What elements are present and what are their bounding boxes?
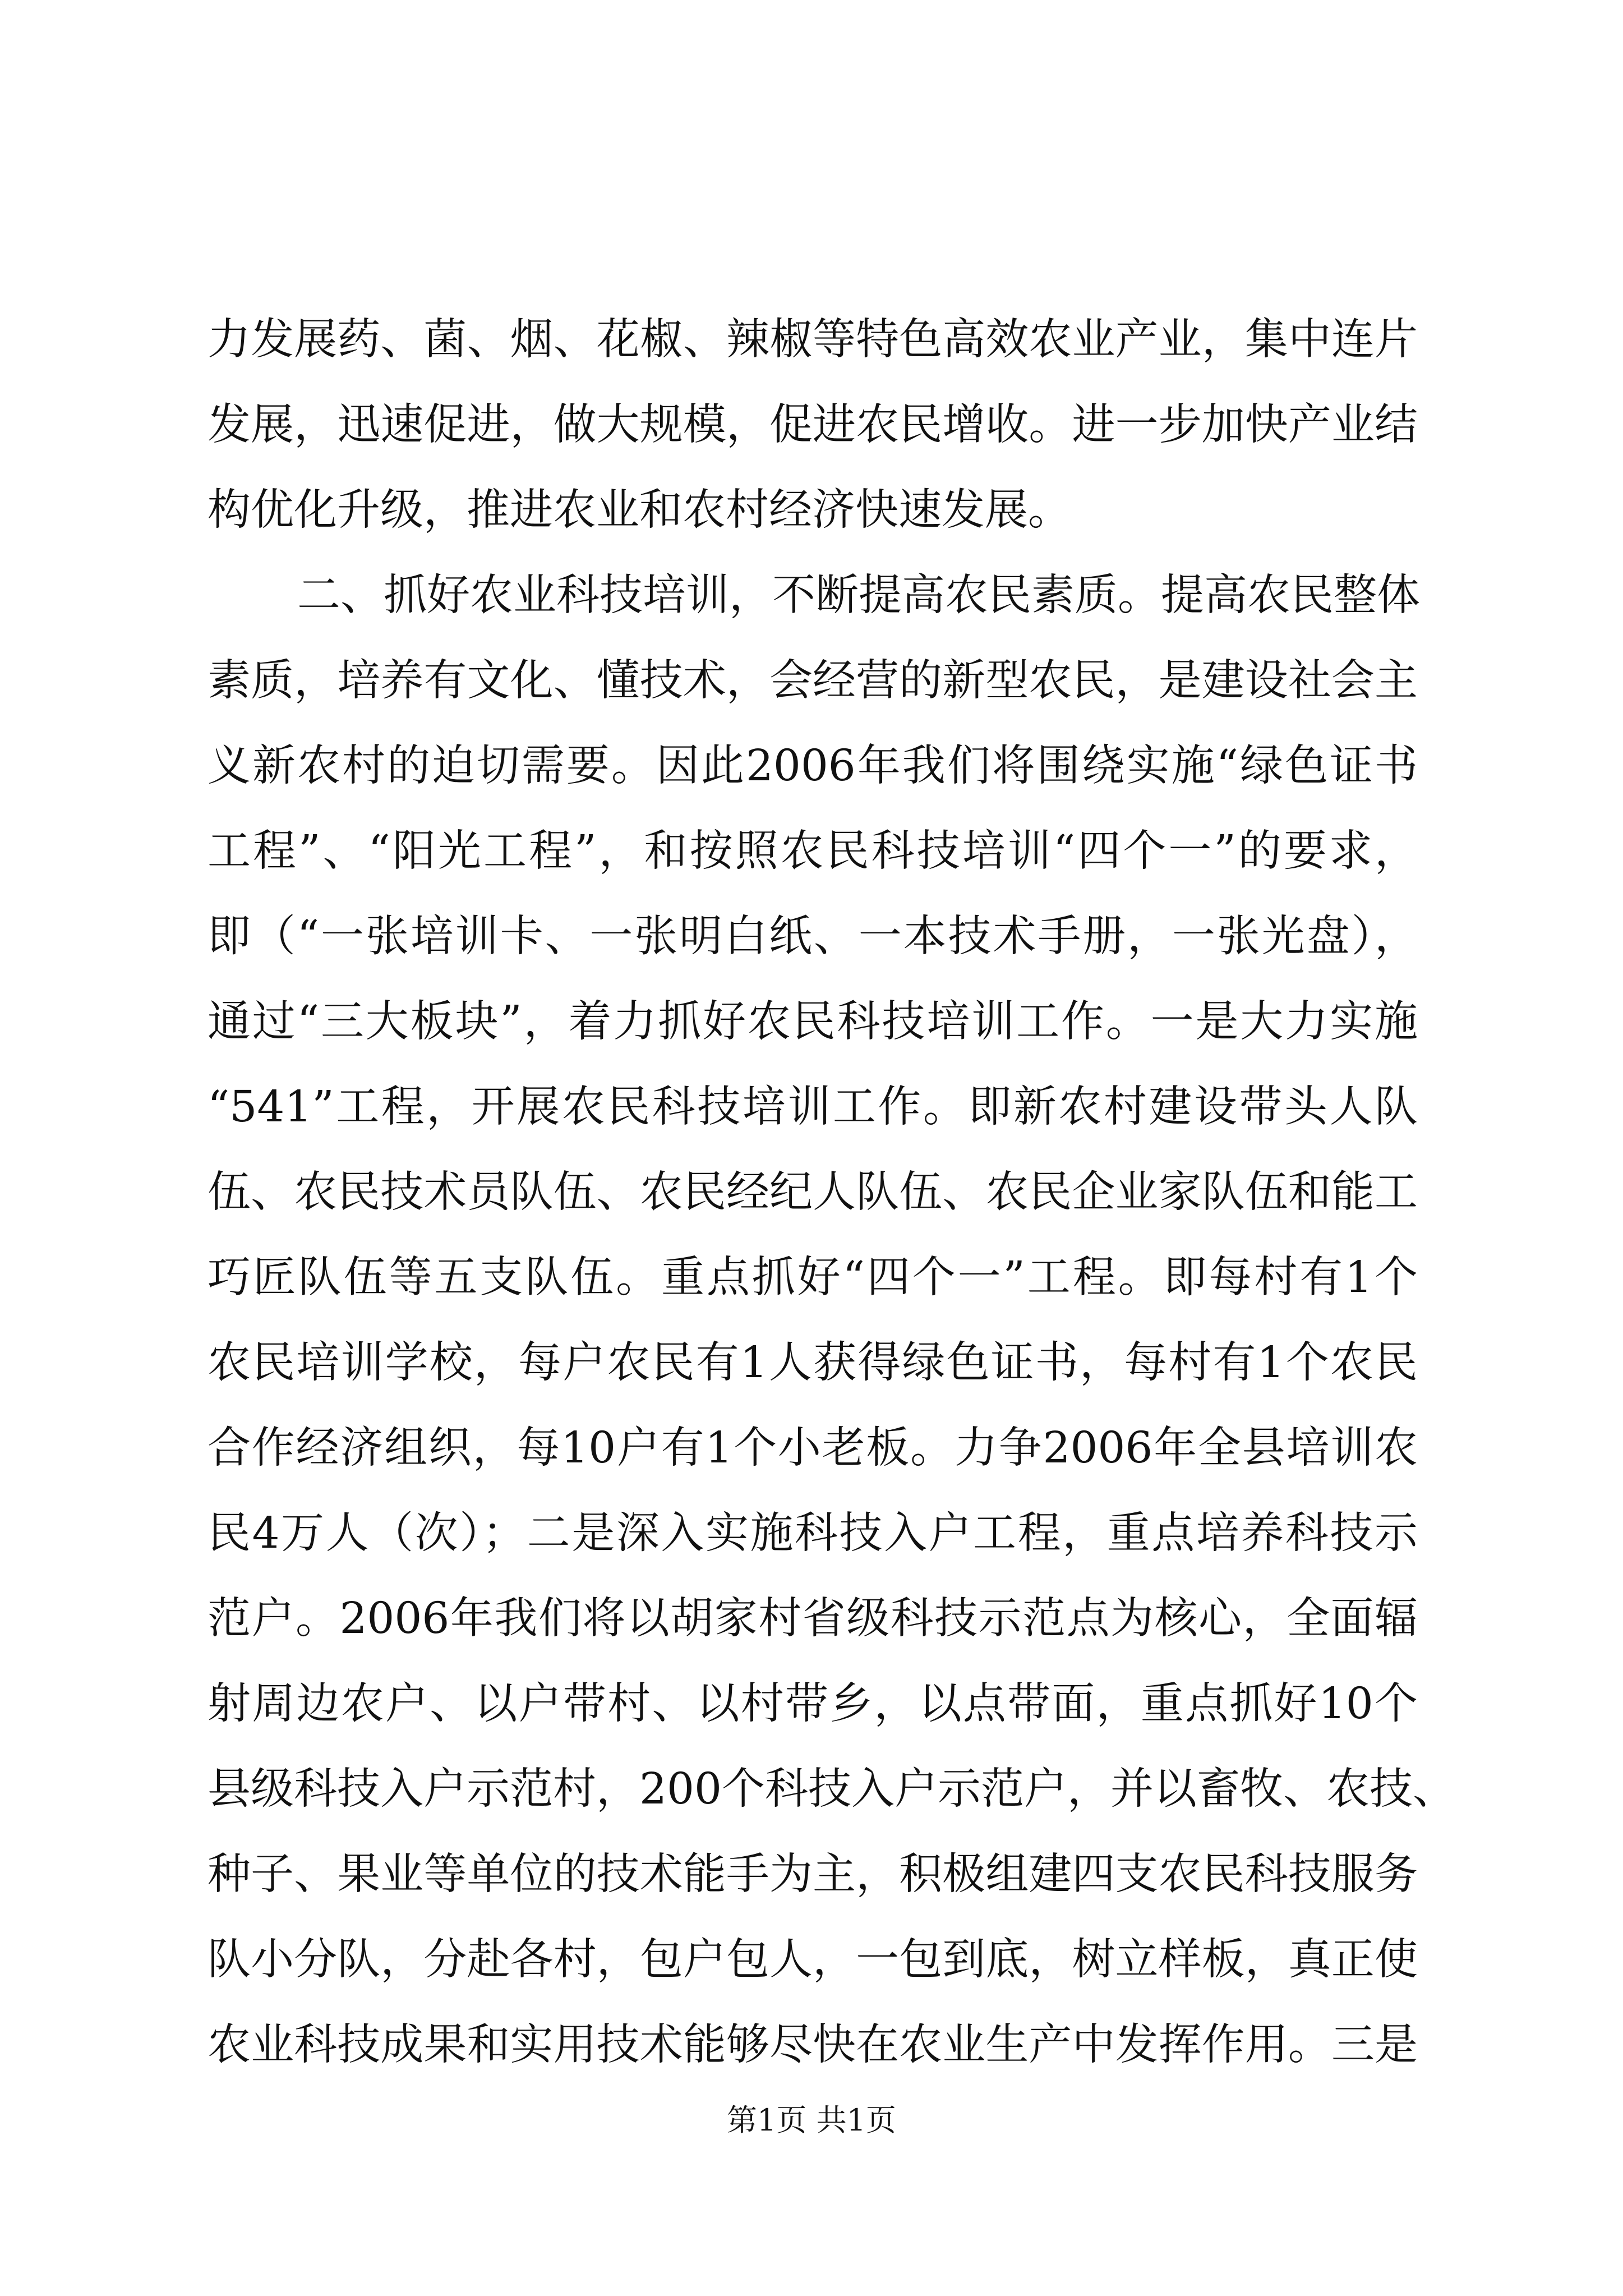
text-line-11: 伍、农民技术员队伍、农民经纪人队伍、农民企业家队伍和能工	[208, 1167, 1418, 1217]
document-body	[208, 297, 1456, 2088]
text-line-1: 力发展药、菌、烟、花椒、辣椒等特色高效农业产业，集中连片	[208, 315, 1418, 365]
text-line-19: 种子、果业等单位的技术能手为主，积极组建四支农民科技服务	[208, 1849, 1418, 1899]
text-line-21: 农业科技成果和实用技术能够尽快在农业生产中发挥作用。三是	[208, 2020, 1418, 2070]
text-line-6: 义新农村的迫切需要。因此2006年我们将围绕实施“绿色证书	[208, 741, 1418, 791]
text-line-10: “541”工程，开展农民科技培训工作。即新农村建设带头人队	[208, 1082, 1418, 1132]
text-line-13: 农民培训学校，每户农民有1人获得绿色证书，每村有1个农民	[208, 1338, 1418, 1388]
page-number-label: 第1页 共1页	[727, 2102, 896, 2138]
text-line-12: 巧匠队伍等五支队伍。重点抓好“四个一”工程。即每村有1个	[208, 1253, 1418, 1303]
text-line-8: 即（“一张培训卡、一张明白纸、一本技术手册，一张光盘），	[208, 912, 1418, 961]
text-line-18: 县级科技入户示范村，200个科技入户示范户，并以畜牧、农技、	[208, 1764, 1456, 1814]
text-line-7: 工程”、“阳光工程”，和按照农民科技培训“四个一”的要求，	[208, 826, 1418, 876]
text-line-9: 通过“三大板块”，着力抓好农民科技培训工作。一是大力实施	[208, 997, 1418, 1047]
text-line-4: 二、抓好农业科技培训，不断提高农民素质。提高农民整体	[297, 570, 1420, 620]
text-line-3: 构优化升级，推进农业和农村经济快速发展。	[208, 485, 1071, 535]
text-line-14: 合作经济组织，每10户有1个小老板。力争2006年全县培训农	[208, 1423, 1418, 1473]
text-line-17: 射周边农户、以户带村、以村带乡，以点带面，重点抓好10个	[208, 1679, 1418, 1729]
text-line-16: 范户。2006年我们将以胡家村省级科技示范点为核心，全面辐	[208, 1594, 1418, 1644]
page-footer	[0, 2101, 1623, 2140]
text-line-20: 队小分队，分赴各村，包户包人，一包到底，树立样板，真正使	[208, 1935, 1418, 1985]
text-line-15: 民4万人（次）；二是深入实施科技入户工程，重点培养科技示	[208, 1508, 1418, 1558]
text-line-2: 发展，迅速促进，做大规模，促进农民增收。进一步加快产业结	[208, 400, 1418, 450]
text-line-5: 素质，培养有文化、懂技术，会经营的新型农民，是建设社会主	[208, 656, 1418, 706]
